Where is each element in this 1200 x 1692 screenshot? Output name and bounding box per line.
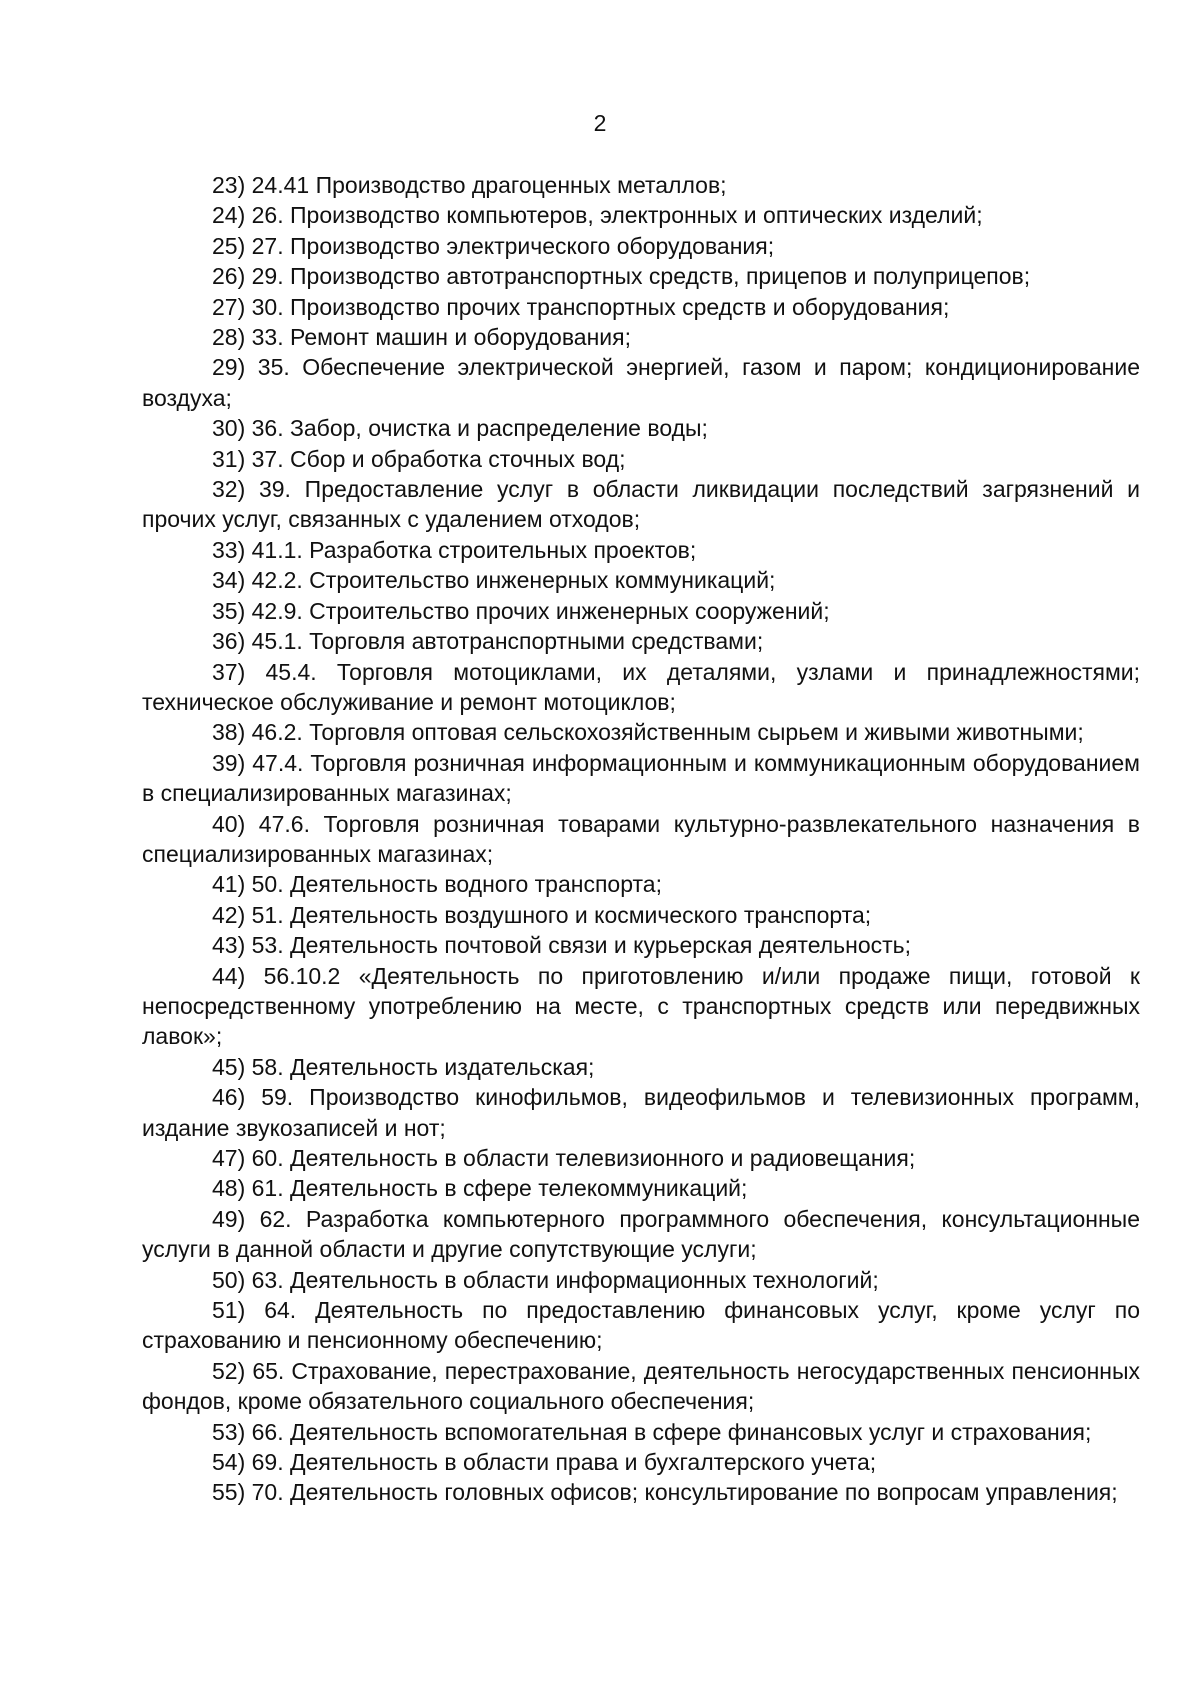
list-item: 26) 29. Производство автотранспортных средств, прицепов и полуприцепов; — [212, 263, 1031, 290]
list-item: 28) 33. Ремонт машин и оборудования; — [212, 324, 631, 351]
list-item: 52) 65. Страхование, перестрахование, деятельность негосударственных пенсионных фондов, кроме обязательного социального обеспечения; — [142, 1357, 1140, 1415]
list-item: 44) 56.10.2 «Деятельность по приготовлению и/или продаже пищи, готовой к непосредственному употреблению на месте, с транспортных средств или передвижных лавок»; — [142, 962, 1140, 1050]
list-item: 31) 37. Сбор и обработка сточных вод; — [212, 445, 626, 472]
list-item: 40) 47.6. Торговля розничная товарами культурно-развлекательного назначения в специализированных магазинах; — [142, 810, 1140, 867]
list-item: 42) 51. Деятельность воздушного и космического транспорта; — [212, 901, 872, 928]
list-item: 23) 24.41 Производство драгоценных металлов; — [212, 172, 727, 198]
list-item: 49) 62. Разработка компьютерного программного обеспечения, консультационные услуги в данной области и другие сопутствующие услуги; — [142, 1205, 1140, 1263]
list-item: 43) 53. Деятельность почтовой связи и курьерская деятельность; — [212, 932, 912, 959]
list-item: 25) 27. Производство электрического оборудования; — [212, 232, 775, 259]
list-item: 50) 63. Деятельность в области информационных технологий; — [212, 1266, 879, 1293]
list-item: 41) 50. Деятельность водного транспорта; — [212, 871, 662, 898]
list-item: 30) 36. Забор, очистка и распределение воды; — [212, 415, 708, 442]
list-item: 35) 42.9. Строительство прочих инженерных сооружений; — [212, 597, 830, 624]
list-item: 39) 47.4. Торговля розничная информационным и коммуникационным оборудованием в специализированных магазинах; — [142, 749, 1140, 807]
list-item: 33) 41.1. Разработка строительных проектов; — [212, 536, 697, 563]
list-item: 51) 64. Деятельность по предоставлению финансовых услуг, кроме услуг по страхованию и пенсионному обеспечению; — [142, 1297, 1140, 1354]
list-item: 37) 45.4. Торговля мотоциклами, их деталями, узлами и принадлежностями; техническое обслуживание и ремонт мотоциклов; — [142, 658, 1140, 715]
list-item: 29) 35. Обеспечение электрической энергией, газом и паром; кондиционирование воздуха; — [142, 354, 1140, 411]
list-item: 32) 39. Предоставление услуг в области ликвидации последствий загрязнений и прочих услуг, связанных с удалением отходов; — [142, 476, 1140, 533]
list-item: 46) 59. Производство кинофильмов, видеофильмов и телевизионных программ, издание звукозаписей и нот; — [142, 1084, 1140, 1141]
list-item: 54) 69. Деятельность в области права и бухгалтерского учета; — [212, 1449, 877, 1476]
list-item: 55) 70. Деятельность головных офисов; консультирование по вопросам управления; — [212, 1479, 1118, 1506]
list-item: 45) 58. Деятельность издательская; — [212, 1053, 595, 1080]
list-item: 53) 66. Деятельность вспомогательная в сфере финансовых услуг и страхования; — [212, 1418, 1092, 1445]
activity-list — [142, 170, 1140, 1508]
list-item: 27) 30. Производство прочих транспортных средств и оборудования; — [212, 293, 950, 320]
list-item: 24) 26. Производство компьютеров, электронных и оптических изделий; — [212, 202, 983, 229]
list-item: 38) 46.2. Торговля оптовая сельскохозяйственным сырьем и живыми животными; — [212, 719, 1084, 746]
list-item: 47) 60. Деятельность в области телевизионного и радиовещания; — [212, 1145, 916, 1171]
list-item: 34) 42.2. Строительство инженерных коммуникаций; — [212, 567, 776, 594]
page-number: 2 — [593, 110, 607, 136]
list-item: 36) 45.1. Торговля автотранспортными средствами; — [212, 628, 764, 655]
list-item: 48) 61. Деятельность в сфере телекоммуникаций; — [212, 1175, 748, 1202]
